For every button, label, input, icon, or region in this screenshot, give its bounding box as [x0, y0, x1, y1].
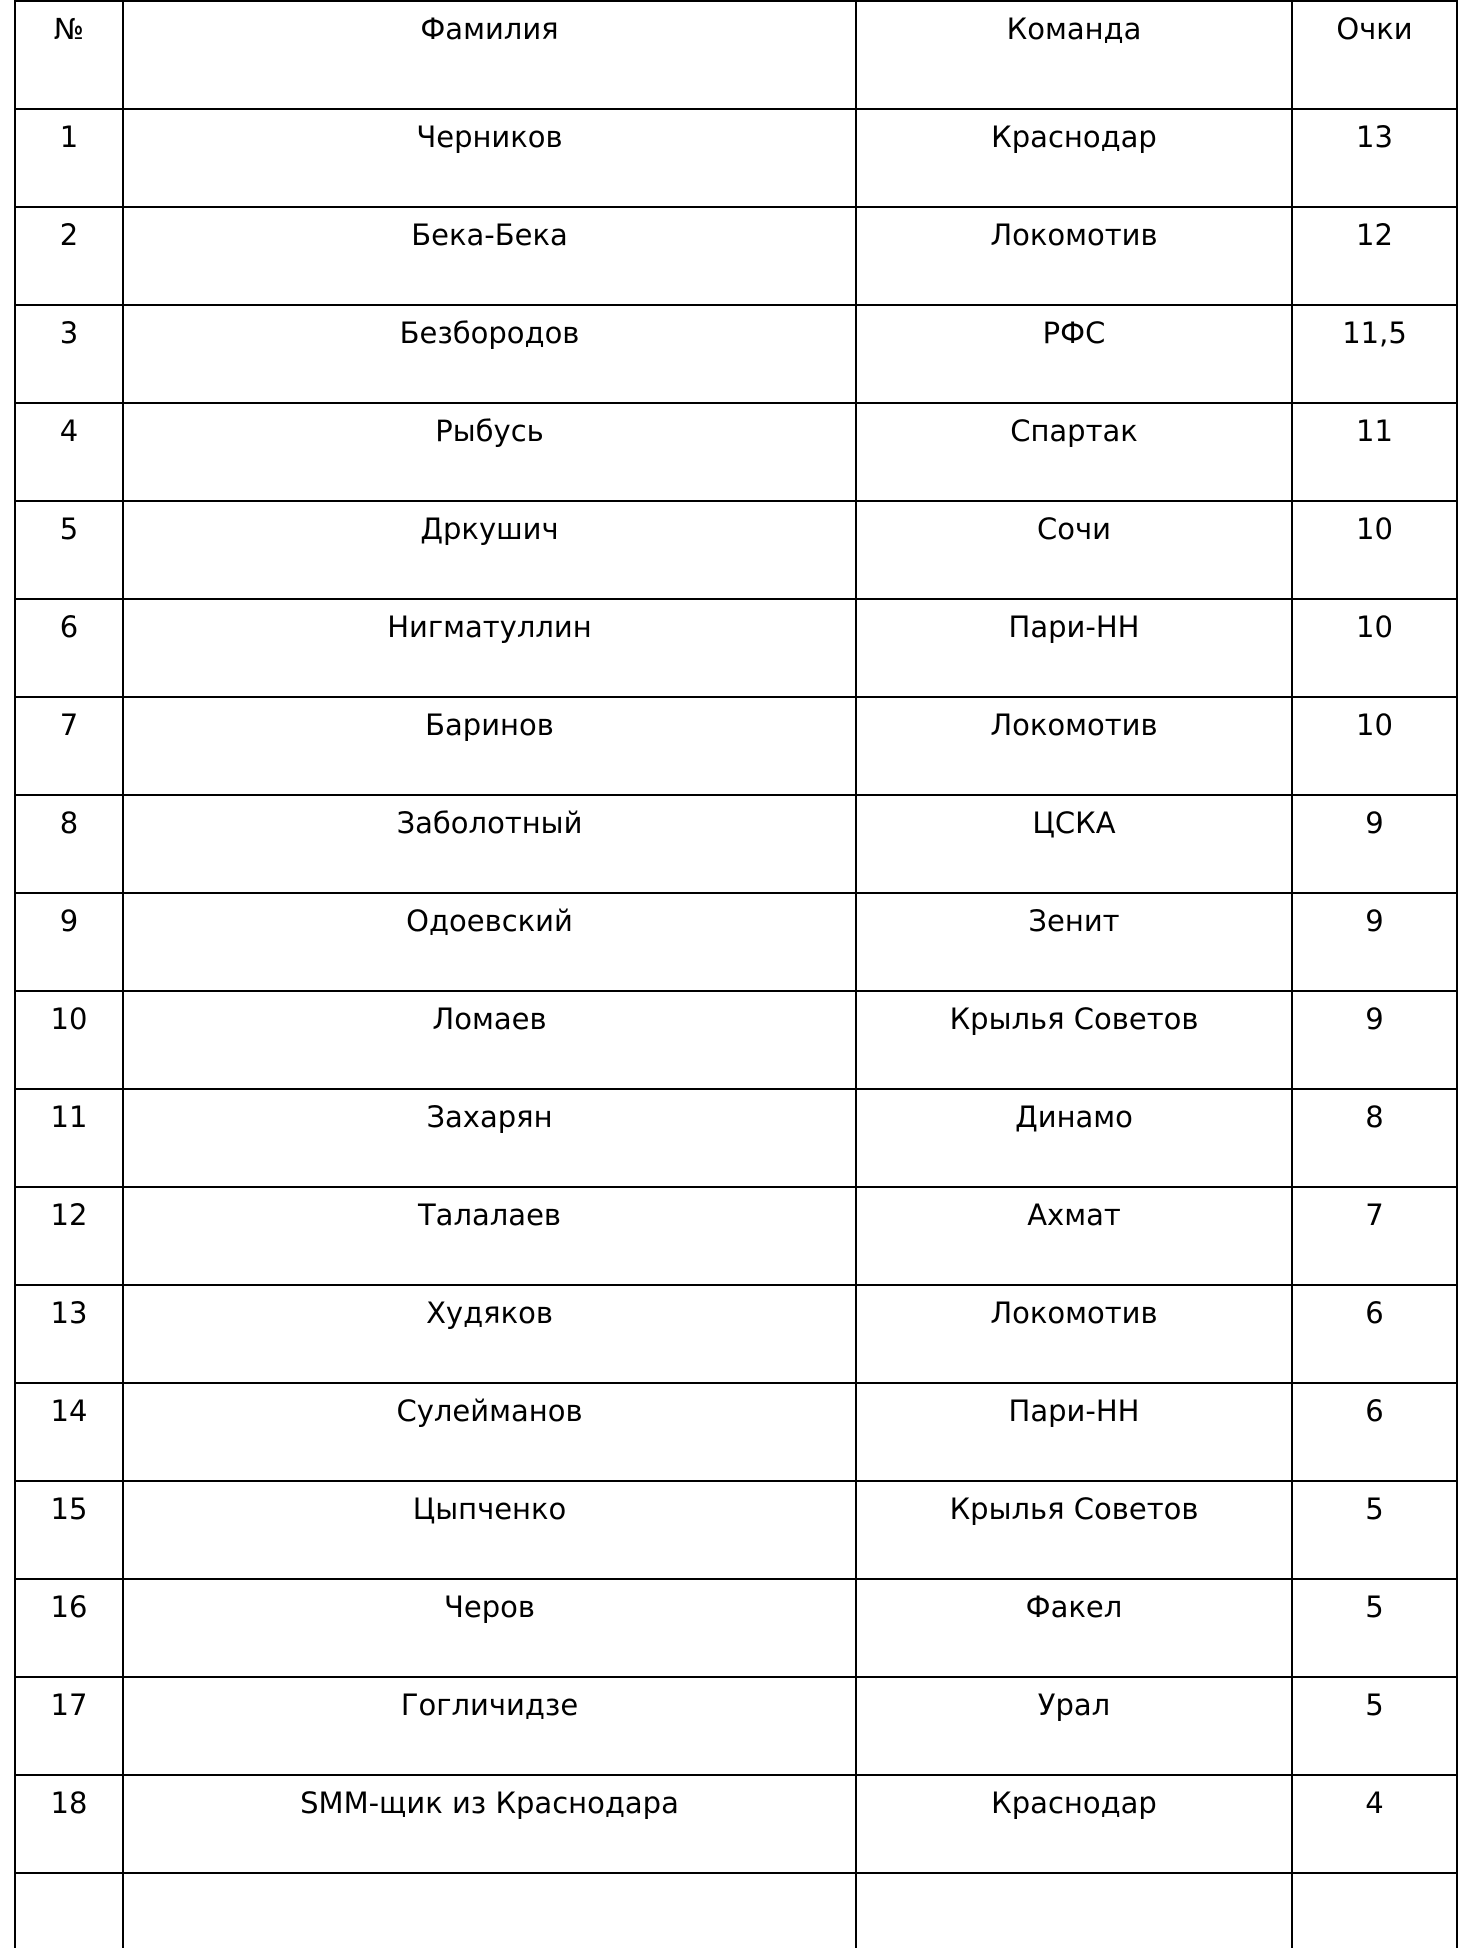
table-row — [15, 501, 1457, 599]
cell-surname: Безбородов — [123, 305, 856, 403]
cell-points: 10 — [1292, 501, 1457, 599]
cell-team: Краснодар — [856, 109, 1292, 207]
cell-number: 17 — [15, 1677, 123, 1775]
cell-points: 12 — [1292, 207, 1457, 305]
cell-team: Локомотив — [856, 207, 1292, 305]
cell-team: Ахмат — [856, 1187, 1292, 1285]
table-row — [15, 599, 1457, 697]
cell-number: 10 — [15, 991, 123, 1089]
cell-number: 11 — [15, 1089, 123, 1187]
cell-points: 5 — [1292, 1579, 1457, 1677]
cell-team: Крылья Советов — [856, 1481, 1292, 1579]
cell-points: 9 — [1292, 893, 1457, 991]
table-row — [15, 795, 1457, 893]
cell-surname: Дркушич — [123, 501, 856, 599]
table-row-partial — [15, 1873, 1457, 1948]
cell-surname: Ломаев — [123, 991, 856, 1089]
cell-team: Краснодар — [856, 1775, 1292, 1873]
table-body — [15, 109, 1457, 1948]
cell-points: 9 — [1292, 991, 1457, 1089]
table-row — [15, 1383, 1457, 1481]
table-row — [15, 1187, 1457, 1285]
standings-table — [14, 0, 1458, 1948]
cell-team: ЦСКА — [856, 795, 1292, 893]
cell-team: Спартак — [856, 403, 1292, 501]
cell-team: Факел — [856, 1579, 1292, 1677]
cell-surname: Нигматуллин — [123, 599, 856, 697]
cell-points: 5 — [1292, 1481, 1457, 1579]
table-row — [15, 893, 1457, 991]
cell-points: 6 — [1292, 1285, 1457, 1383]
cell-team: РФС — [856, 305, 1292, 403]
cell-surname: SMM-щик из Краснодара — [123, 1775, 856, 1873]
cell-surname: Цыпченко — [123, 1481, 856, 1579]
header-surname: Фамилия — [123, 1, 856, 109]
table-row — [15, 1089, 1457, 1187]
cell-number: 8 — [15, 795, 123, 893]
cell-surname: Захарян — [123, 1089, 856, 1187]
header-number: № — [15, 1, 123, 109]
cell-surname: Рыбусь — [123, 403, 856, 501]
cell-points: 11 — [1292, 403, 1457, 501]
cell-team: Пари-НН — [856, 599, 1292, 697]
cell-number: 1 — [15, 109, 123, 207]
cell-team: Зенит — [856, 893, 1292, 991]
cell-team: Пари-НН — [856, 1383, 1292, 1481]
cell-points: 4 — [1292, 1775, 1457, 1873]
cell-surname: Баринов — [123, 697, 856, 795]
cell-surname: Сулейманов — [123, 1383, 856, 1481]
table-row — [15, 109, 1457, 207]
table-row — [15, 1481, 1457, 1579]
cell-surname: Гогличидзе — [123, 1677, 856, 1775]
cell-number: 4 — [15, 403, 123, 501]
cell-number: 7 — [15, 697, 123, 795]
cell-number: 5 — [15, 501, 123, 599]
table-row — [15, 1677, 1457, 1775]
cell-surname: Бека-Бека — [123, 207, 856, 305]
cell-empty — [1292, 1873, 1457, 1948]
header-points: Очки — [1292, 1, 1457, 109]
cell-team: Сочи — [856, 501, 1292, 599]
table-row — [15, 991, 1457, 1089]
cell-number: 12 — [15, 1187, 123, 1285]
cell-surname: Заболотный — [123, 795, 856, 893]
cell-points: 13 — [1292, 109, 1457, 207]
cell-points: 11,5 — [1292, 305, 1457, 403]
cell-number: 16 — [15, 1579, 123, 1677]
cell-number: 18 — [15, 1775, 123, 1873]
header-team: Команда — [856, 1, 1292, 109]
table-row — [15, 1285, 1457, 1383]
cell-points: 6 — [1292, 1383, 1457, 1481]
cell-team: Крылья Советов — [856, 991, 1292, 1089]
cell-surname: Одоевский — [123, 893, 856, 991]
cell-number: 15 — [15, 1481, 123, 1579]
cell-number: 2 — [15, 207, 123, 305]
cell-number: 14 — [15, 1383, 123, 1481]
cell-surname: Талалаев — [123, 1187, 856, 1285]
table-row — [15, 207, 1457, 305]
table-row — [15, 403, 1457, 501]
cell-empty — [856, 1873, 1292, 1948]
cell-empty — [123, 1873, 856, 1948]
table-row — [15, 1579, 1457, 1677]
cell-points: 10 — [1292, 697, 1457, 795]
cell-points: 8 — [1292, 1089, 1457, 1187]
cell-team: Урал — [856, 1677, 1292, 1775]
cell-surname: Черов — [123, 1579, 856, 1677]
table-header — [15, 1, 1457, 109]
cell-team: Локомотив — [856, 1285, 1292, 1383]
cell-points: 5 — [1292, 1677, 1457, 1775]
cell-surname: Худяков — [123, 1285, 856, 1383]
cell-team: Локомотив — [856, 697, 1292, 795]
cell-points: 7 — [1292, 1187, 1457, 1285]
cell-number: 9 — [15, 893, 123, 991]
header-row — [15, 1, 1457, 109]
table-row — [15, 1775, 1457, 1873]
cell-number: 6 — [15, 599, 123, 697]
cell-team: Динамо — [856, 1089, 1292, 1187]
cell-points: 10 — [1292, 599, 1457, 697]
table-row — [15, 697, 1457, 795]
cell-empty — [15, 1873, 123, 1948]
cell-points: 9 — [1292, 795, 1457, 893]
cell-surname: Черников — [123, 109, 856, 207]
table-row — [15, 305, 1457, 403]
cell-number: 13 — [15, 1285, 123, 1383]
cell-number: 3 — [15, 305, 123, 403]
